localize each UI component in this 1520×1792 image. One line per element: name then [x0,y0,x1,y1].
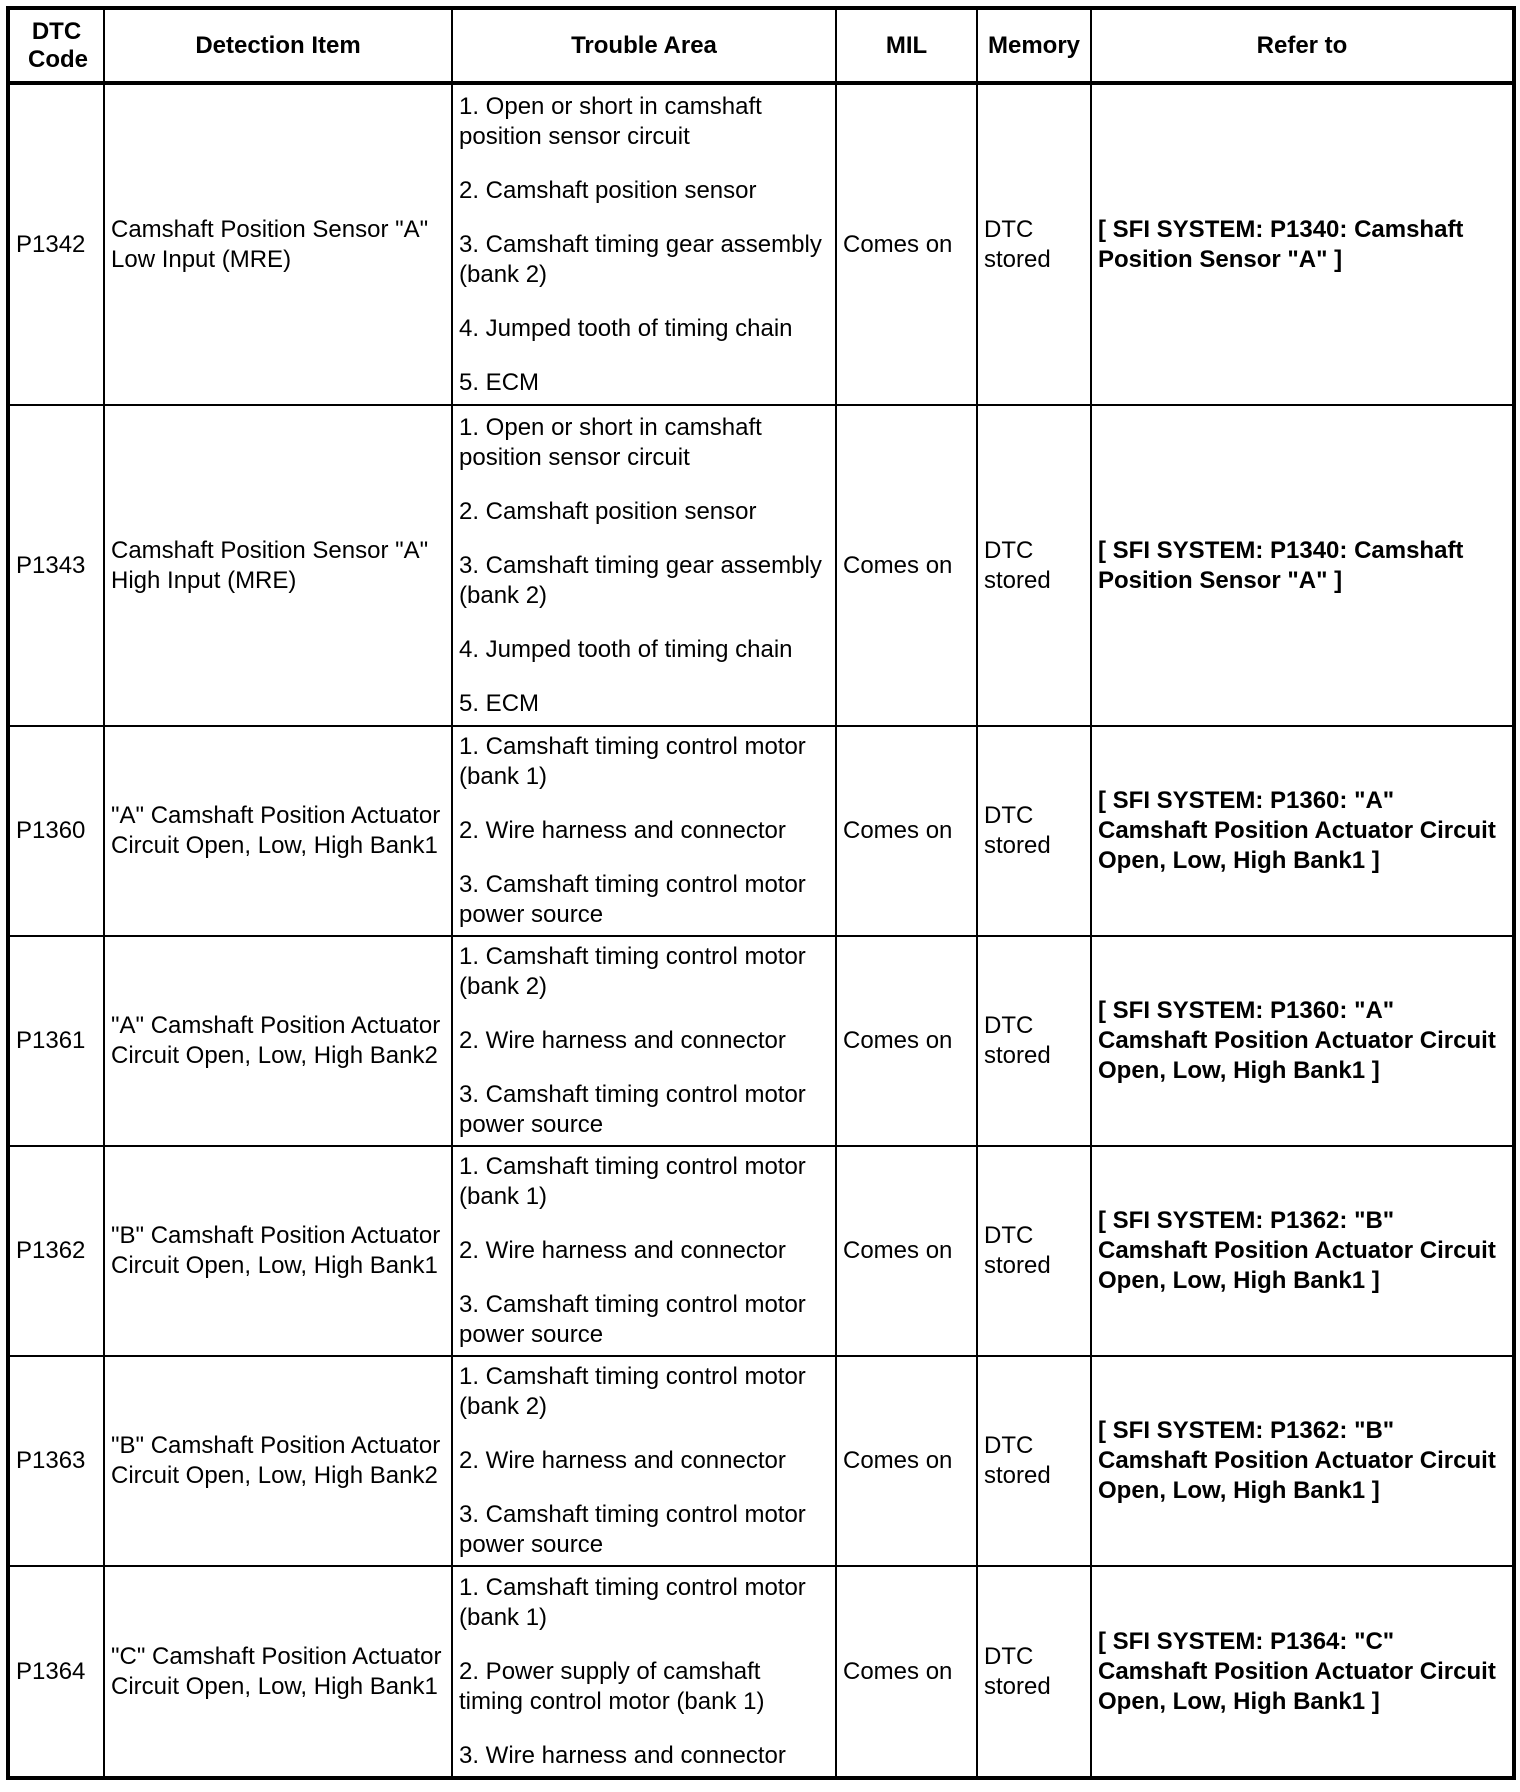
trouble-area-cell [452,405,836,726]
refer-to-cell: [ SFI SYSTEM: P1340: Camshaft Position Sensor "A" ] [1091,405,1514,726]
trouble-area-item: 3. Camshaft timing control motor power source [459,1081,806,1138]
trouble-area-cell [452,83,836,405]
dtc-code-cell: P1361 [8,936,104,1146]
refer-to-cell: [ SFI SYSTEM: P1364: "C" Camshaft Position Actuator Circuit Open, Low, High Bank1 ] [1091,1566,1514,1778]
trouble-area-item: 1. Camshaft timing control motor (bank 2) [459,1363,806,1420]
detection-item-cell: "B" Camshaft Position Actuator Circuit Open, Low, High Bank1 [104,1146,452,1356]
memory-cell: DTC stored [977,83,1091,405]
trouble-area-item: 1. Camshaft timing control motor (bank 1) [459,733,806,790]
dtc-code-cell: P1343 [8,405,104,726]
refer-to-cell: [ SFI SYSTEM: P1362: "B" Camshaft Position Actuator Circuit Open, Low, High Bank1 ] [1091,1146,1514,1356]
trouble-area-cell [452,1566,836,1778]
mil-cell: Comes on [836,1566,977,1778]
trouble-area-item: 2. Wire harness and connector [459,1027,786,1054]
memory-cell: DTC stored [977,726,1091,936]
table-row [8,83,1514,405]
detection-item-cell: "C" Camshaft Position Actuator Circuit Open, Low, High Bank1 [104,1566,452,1778]
detection-item-cell: Camshaft Position Sensor "A" High Input (MRE) [104,405,452,726]
table-row [8,405,1514,726]
mil-cell: Comes on [836,405,977,726]
memory-cell: DTC stored [977,1566,1091,1778]
dtc-code-cell: P1362 [8,1146,104,1356]
trouble-area-item: 1. Camshaft timing control motor (bank 1) [459,1573,806,1631]
trouble-area-item: 3. Camshaft timing control motor power source [459,1501,806,1558]
memory-cell: DTC stored [977,936,1091,1146]
trouble-area-item: 5. ECM [459,368,540,396]
trouble-area-item: 3. Camshaft timing control motor power source [459,871,806,928]
refer-to-cell: [ SFI SYSTEM: P1360: "A" Camshaft Position Actuator Circuit Open, Low, High Bank1 ] [1091,936,1514,1146]
trouble-area-item: 3. Wire harness and connector [459,1741,786,1769]
trouble-area-item: 1. Camshaft timing control motor (bank 1) [459,1153,806,1210]
trouble-area-item: 4. Jumped tooth of timing chain [459,314,793,342]
dtc-code-cell: P1342 [8,83,104,405]
trouble-area-item: 2. Wire harness and connector [459,817,786,844]
trouble-area-item: 2. Wire harness and connector [459,1447,786,1474]
dtc-code-cell: P1360 [8,726,104,936]
trouble-area-item: 2. Camshaft position sensor [459,176,757,204]
trouble-area-item: 2. Camshaft position sensor [459,497,757,525]
trouble-area-cell [452,1146,836,1356]
header-row [8,8,1514,83]
trouble-area-item: 2. Power supply of camshaft timing control motor (bank 1) [459,1657,765,1715]
mil-cell: Comes on [836,1356,977,1566]
mil-cell: Comes on [836,83,977,405]
trouble-area-item: 3. Camshaft timing gear assembly (bank 2) [459,551,822,609]
header-dtc-code: DTC Code [8,8,104,83]
header-trouble-area: Trouble Area [452,8,836,83]
memory-cell: DTC stored [977,1146,1091,1356]
header-mil: MIL [836,8,977,83]
memory-cell: DTC stored [977,405,1091,726]
detection-item-cell: Camshaft Position Sensor "A" Low Input (MRE) [104,83,452,405]
header-detection-item: Detection Item [104,8,452,83]
trouble-area-item: 5. ECM [459,689,540,717]
detection-item-cell: "A" Camshaft Position Actuator Circuit Open, Low, High Bank2 [104,936,452,1146]
dtc-code-cell: P1363 [8,1356,104,1566]
refer-to-cell: [ SFI SYSTEM: P1340: Camshaft Position Sensor "A" ] [1091,83,1514,405]
mil-cell: Comes on [836,726,977,936]
header-refer-to: Refer to [1091,8,1514,83]
trouble-area-cell [452,1356,836,1566]
dtc-table [6,6,1516,1780]
table-row [8,1566,1514,1778]
trouble-area-item: 1. Open or short in camshaft position sensor circuit [459,413,762,471]
trouble-area-item: 4. Jumped tooth of timing chain [459,635,793,663]
trouble-area-item: 1. Open or short in camshaft position sensor circuit [459,92,762,150]
detection-item-cell: "A" Camshaft Position Actuator Circuit Open, Low, High Bank1 [104,726,452,936]
table-row [8,726,1514,936]
mil-cell: Comes on [836,1146,977,1356]
refer-to-cell: [ SFI SYSTEM: P1362: "B" Camshaft Position Actuator Circuit Open, Low, High Bank1 ] [1091,1356,1514,1566]
memory-cell: DTC stored [977,1356,1091,1566]
refer-to-cell: [ SFI SYSTEM: P1360: "A" Camshaft Position Actuator Circuit Open, Low, High Bank1 ] [1091,726,1514,936]
trouble-area-cell [452,936,836,1146]
trouble-area-item: 3. Camshaft timing control motor power source [459,1291,806,1348]
trouble-area-item: 2. Wire harness and connector [459,1237,786,1264]
table-row [8,936,1514,1146]
mil-cell: Comes on [836,936,977,1146]
dtc-code-cell: P1364 [8,1566,104,1778]
detection-item-cell: "B" Camshaft Position Actuator Circuit Open, Low, High Bank2 [104,1356,452,1566]
trouble-area-cell [452,726,836,936]
trouble-area-item: 3. Camshaft timing gear assembly (bank 2) [459,230,822,288]
trouble-area-item: 1. Camshaft timing control motor (bank 2) [459,943,806,1000]
header-memory: Memory [977,8,1091,83]
table-row [8,1146,1514,1356]
table-row [8,1356,1514,1566]
